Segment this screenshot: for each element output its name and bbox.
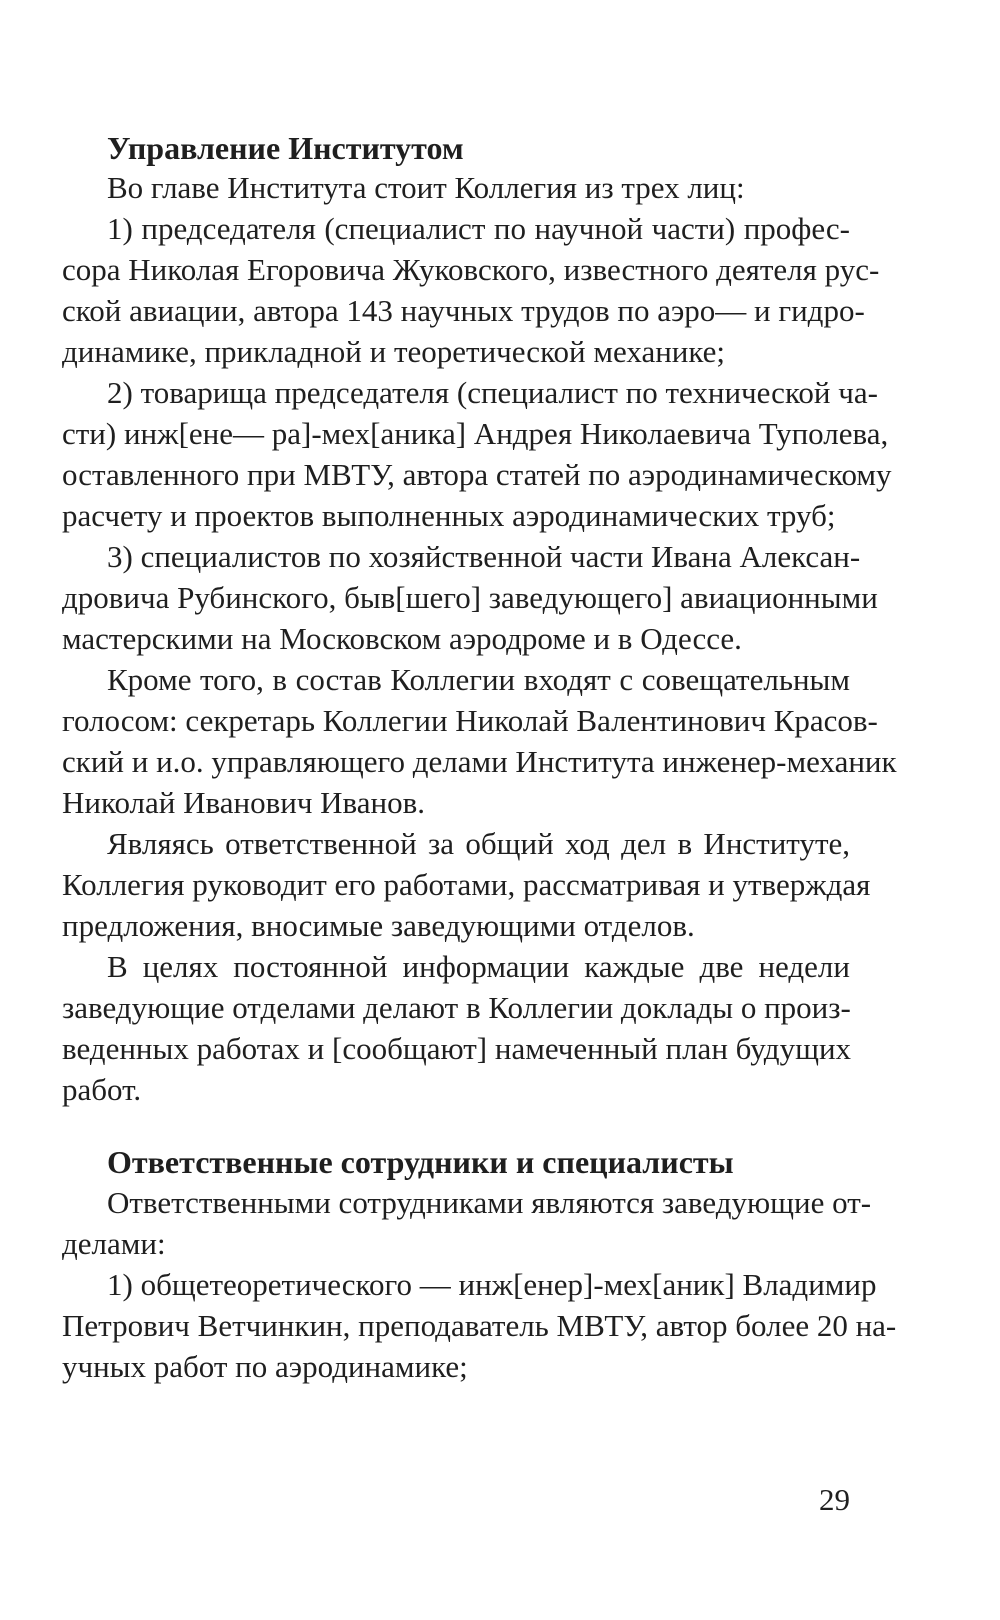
- text-line: динамике, прикладной и теоретической механике;: [62, 334, 726, 369]
- text-line: делами:: [62, 1226, 166, 1261]
- text-line: ской авиации, автора 143 научных трудов по аэро— и гидро-: [62, 293, 865, 328]
- text-line: Во главе Института стоит Коллегия из трех лиц:: [107, 170, 745, 205]
- section-heading: Ответственные сотрудники и специалисты: [107, 1144, 734, 1180]
- text-line: заведующие отделами делают в Коллегии доклады о произ-: [62, 990, 851, 1025]
- text-line: сора Николая Егоровича Жуковского, известного деятеля рус-: [62, 252, 880, 287]
- section-heading: Управление Институтом: [107, 130, 464, 166]
- text-line: сти) инж[ене— ра]-мех[аника] Андрея Николаевича Туполева,: [62, 416, 889, 451]
- text-line: мастерскими на Московском аэродроме и в Одессе.: [62, 621, 742, 656]
- text-line: расчету и проектов выполненных аэродинамических труб;: [62, 498, 836, 533]
- text-line: 1) председателя (специалист по научной части) профес-: [107, 211, 850, 246]
- text-line: дровича Рубинского, быв[шего] заведующего] авиационными: [62, 580, 878, 615]
- text-line: предложения, вносимые заведующими отделов.: [62, 908, 695, 943]
- text-line: Николай Иванович Иванов.: [62, 785, 426, 820]
- text-line: 3) специалистов по хозяйственной части Ивана Алексан-: [107, 539, 861, 574]
- text-line: учных работ по аэродинамике;: [62, 1349, 468, 1384]
- text-line: ский и и.о. управляющего делами Института инженер-механик: [62, 744, 897, 779]
- text-line: голосом: секретарь Коллегии Николай Валентинович Красов-: [62, 703, 878, 738]
- text-line: веденных работах и [сообщают] намеченный план будущих: [62, 1031, 852, 1066]
- text-line: оставленного при МВТУ, автора статей по аэродинамическому: [62, 457, 892, 492]
- text-line: 2) товарища председателя (специалист по технической ча-: [107, 375, 878, 410]
- text-line: Петрович Ветчинкин, преподаватель МВТУ, автор более 20 на-: [62, 1308, 897, 1343]
- text-line: 1) общетеоретического — инж[енер]-мех[аник] Владимир: [107, 1267, 877, 1302]
- text-line: В целях постоянной информации каждые две недели: [107, 949, 850, 984]
- text-line: Коллегия руководит его работами, рассматривая и утверждая: [62, 867, 871, 902]
- page-number: 29: [819, 1482, 850, 1517]
- text-line: Ответственными сотрудниками являются заведующие от-: [107, 1185, 872, 1220]
- text-line: Кроме того, в состав Коллегии входят с совещательным: [107, 662, 850, 697]
- text-line: работ.: [62, 1072, 142, 1107]
- text-line: Являясь ответственной за общий ход дел в Институте,: [107, 826, 850, 861]
